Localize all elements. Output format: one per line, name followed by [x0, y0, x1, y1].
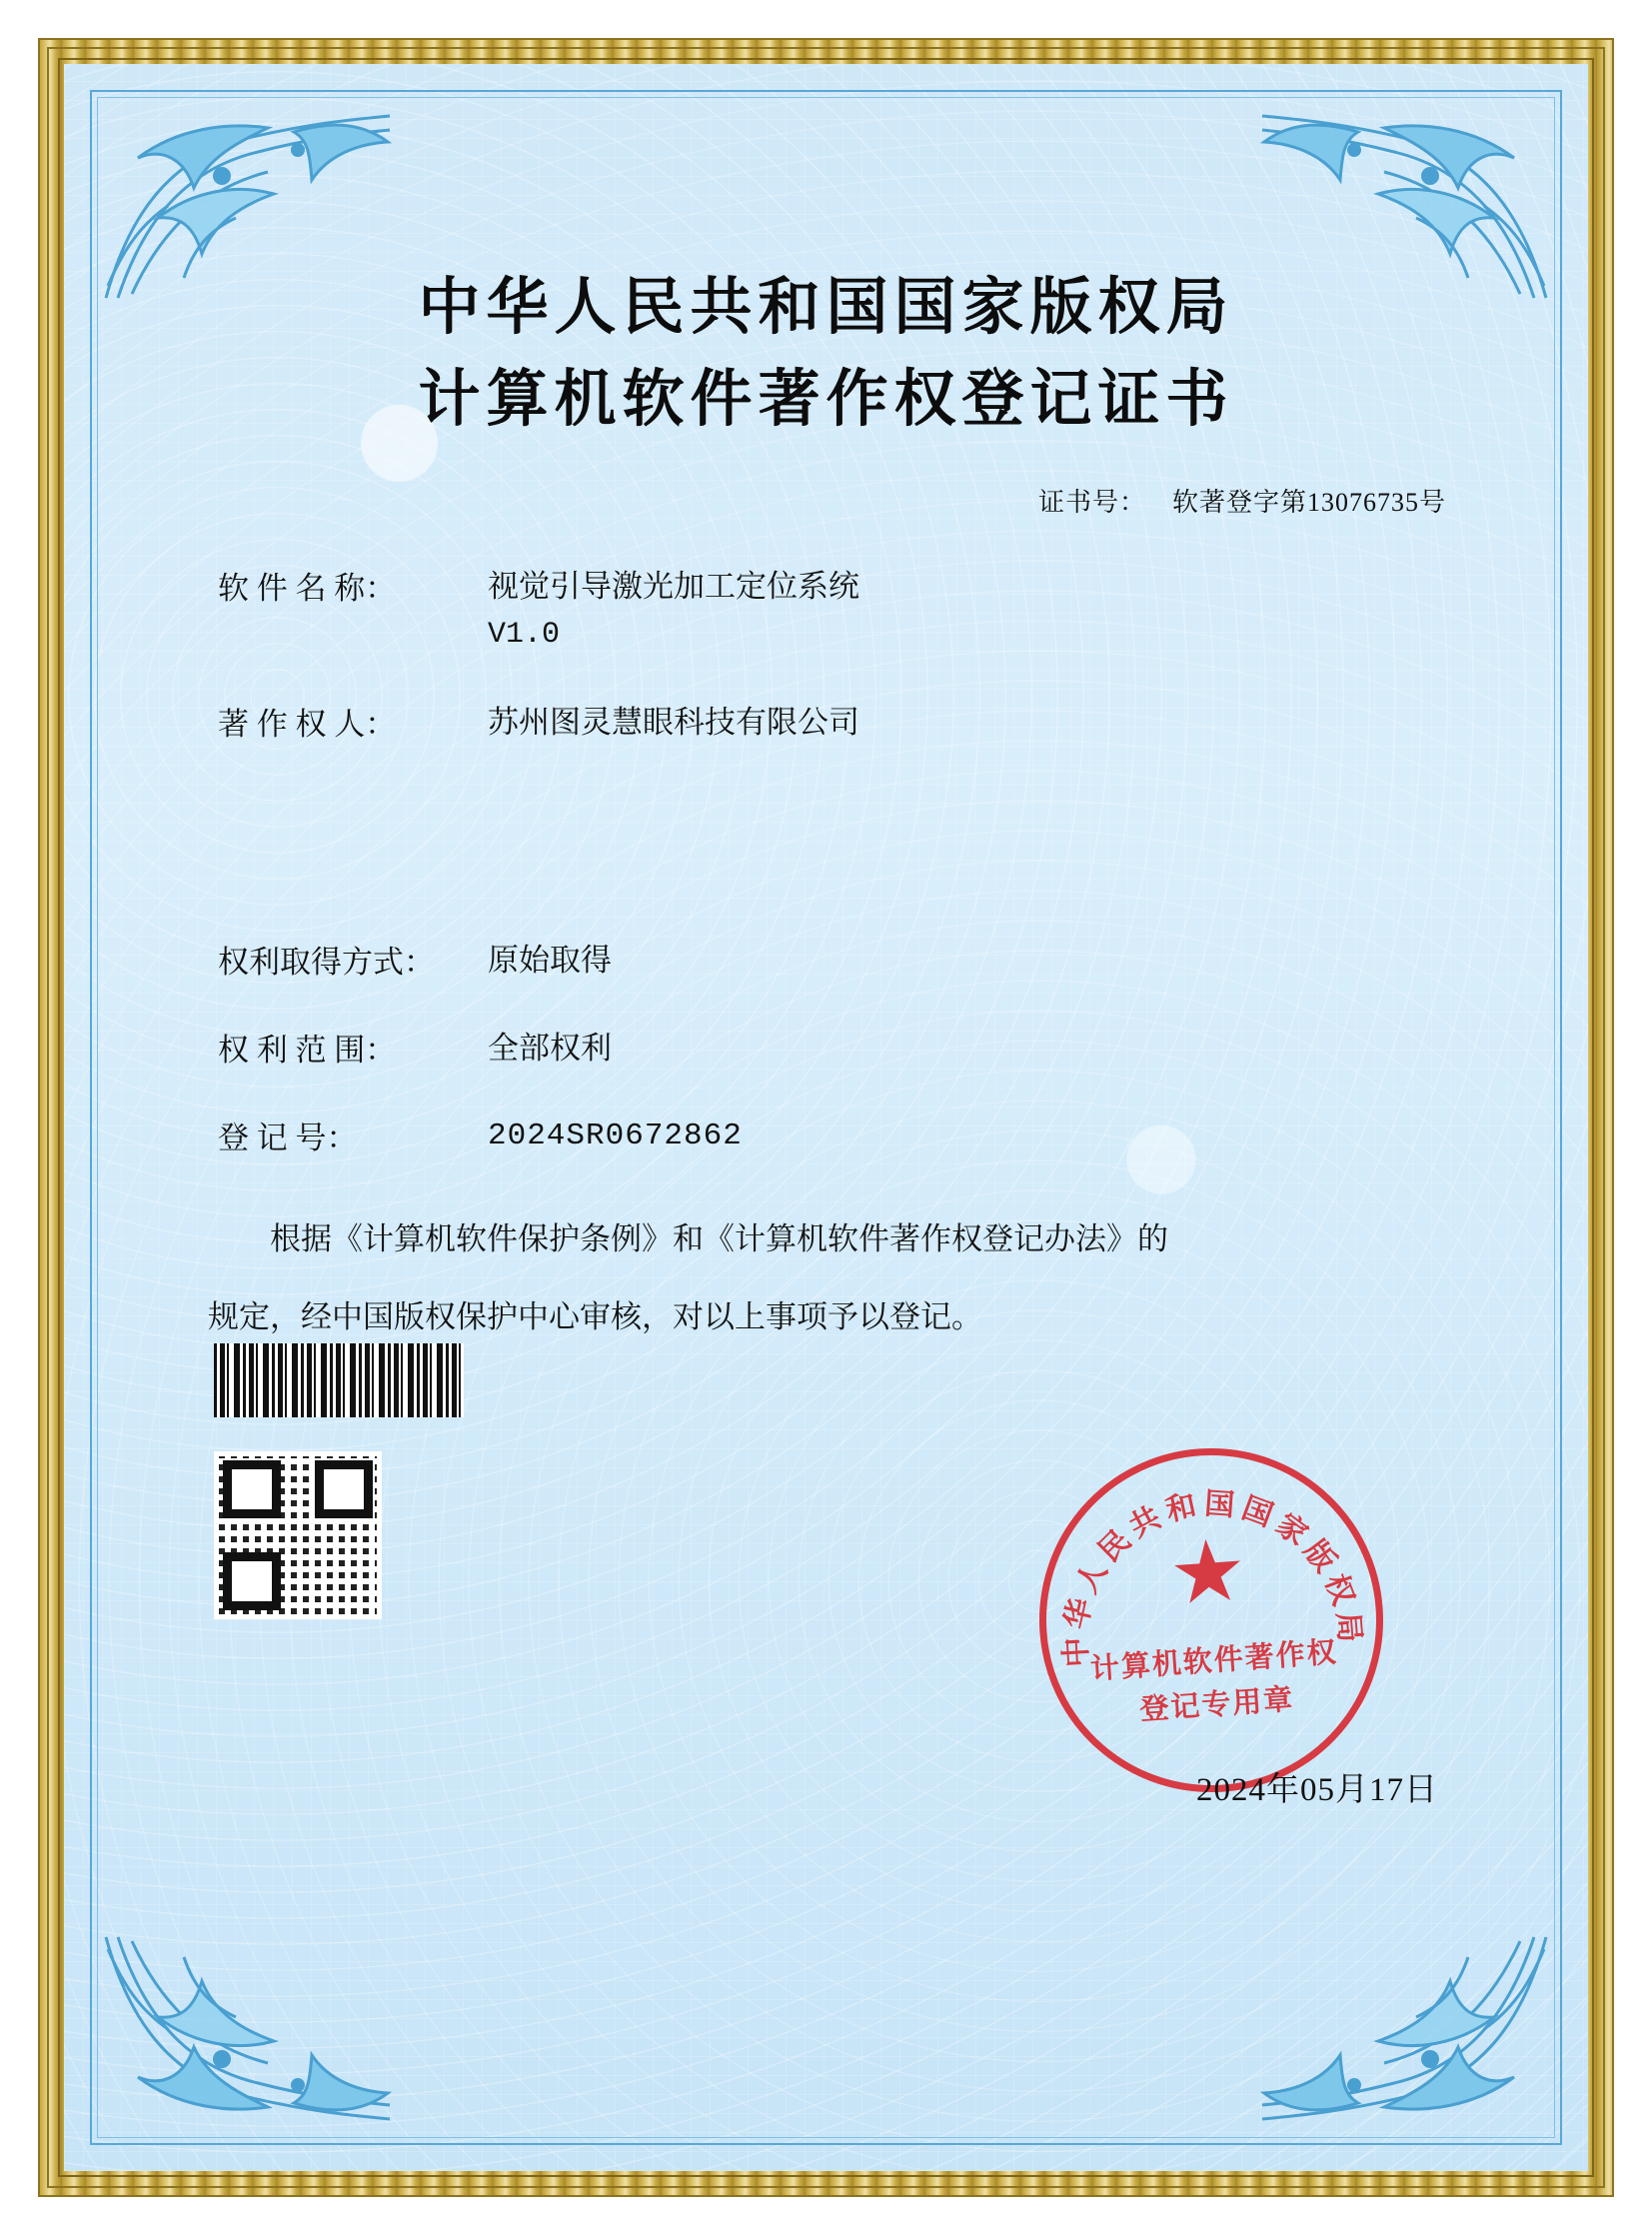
field-value-registration-number: 2024SR0672862 [488, 1118, 743, 1153]
field-value-rights-scope: 全部权利 [488, 1031, 612, 1066]
seal-arc-text [1035, 1444, 1387, 1796]
field-label-rights-acquisition: 权利取得方式： [218, 945, 435, 980]
blue-guilloche-field [64, 64, 1588, 2171]
barcode-icon [214, 1343, 464, 1417]
code-block [214, 1343, 464, 1619]
field-spacer [218, 787, 1468, 937]
page-title-line-1: 中华人民共和国国家版权局 [418, 274, 1234, 342]
seal-line-1: 计算机软件著作权 [1089, 1636, 1339, 1686]
field-label-copyright-owner: 著 作 权 人： [218, 707, 397, 742]
field-label-registration-number: 登 记 号： [218, 1120, 358, 1155]
field-value-copyright-owner: 苏州图灵慧眼科技有限公司 [488, 705, 859, 740]
field-rights-acquisition [218, 937, 1468, 985]
field-value-software-name-text: 视觉引导激光加工定位系统 [488, 569, 859, 604]
page-title-line-2: 计算机软件著作权登记证书 [418, 366, 1234, 434]
official-seal [1027, 1436, 1394, 1803]
legal-statement-line-2: 规定，经中国版权保护中心审核，对以上事项予以登记。 [208, 1299, 982, 1334]
fields-list [184, 563, 1468, 1160]
qr-finder-bottom-left [223, 1552, 281, 1610]
seal-star-icon: ★ [1165, 1521, 1250, 1623]
field-value-rights-acquisition: 原始取得 [488, 943, 612, 978]
legal-statement-line-1: 根据《计算机软件保护条例》和《计算机软件著作权登记办法》的 [270, 1221, 1168, 1256]
field-copyright-owner [218, 699, 1468, 747]
field-registration-number [218, 1113, 1468, 1160]
certificate-number-row [184, 482, 1468, 519]
title-block [184, 264, 1468, 448]
field-value-software-version: V1.0 [488, 618, 561, 652]
field-label-rights-scope: 权 利 范 围： [218, 1033, 397, 1068]
qr-code-icon [214, 1451, 382, 1619]
certificate-number-label: 证书号： [1037, 488, 1146, 517]
field-software-name [218, 563, 1468, 659]
field-value-software-name [488, 563, 1468, 659]
legal-statement [184, 1200, 1468, 1356]
field-label-software-name: 软 件 名 称： [218, 571, 397, 606]
seal-arc-label: 中华人民共和国国家版权局 [1058, 1487, 1367, 1668]
certificate-number-value: 软著登字第13076735号 [1171, 488, 1446, 517]
seal-line-2: 登记专用章 [1138, 1683, 1296, 1727]
issue-date: 2024年05月17日 [1196, 1772, 1438, 1808]
field-rights-scope [218, 1025, 1468, 1073]
